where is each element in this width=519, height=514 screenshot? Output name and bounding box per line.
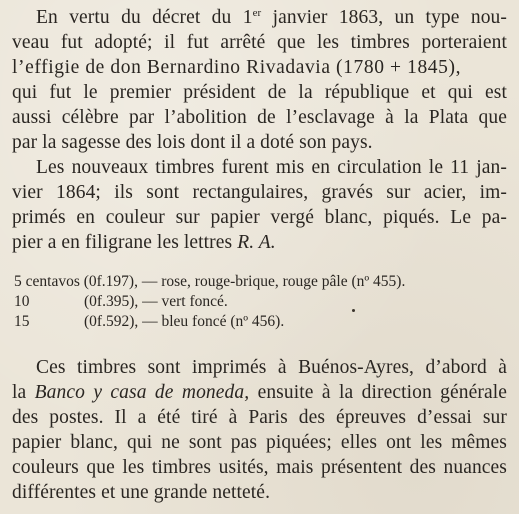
paragraph-2-line-4 — [12, 231, 507, 255]
paragraph-1-line-2: veau fut adopté; il fut arrêté que les timbres porteraient — [12, 32, 507, 53]
paragraph-2-line-3: primés en couleur sur papier vergé blanc, piqués. Le pa- — [12, 207, 507, 228]
text-run: janvier 1863, un type nou- — [261, 7, 507, 28]
superscript: er — [252, 7, 262, 19]
paragraph-1-line-4: qui fut le premier président de la république et qui est — [12, 82, 507, 103]
stamp-detail: (0f.395), — vert foncé. — [84, 293, 228, 310]
stamp-value: 15 — [14, 313, 30, 330]
stamp-detail: (0f.592), — bleu foncé (nº 456). — [84, 313, 285, 330]
stamp-row — [14, 292, 509, 312]
paragraph-3-line-1: Ces timbres sont imprimés à Buénos-Ayres, d’abord à — [36, 357, 507, 378]
printing-speck — [352, 309, 355, 312]
italic-text: Banco y casa de moneda, — [34, 382, 250, 403]
paragraph-3-line-6: différentes et une grande netteté. — [12, 482, 271, 503]
paragraph-3-line-2 — [12, 381, 507, 405]
paragraph-1-line-6: par la sagesse des lois dont il a doté son pays. — [12, 132, 373, 153]
stamp-value: 5 centavos — [14, 273, 80, 290]
text-run: ensuite à la direction générale — [249, 382, 508, 403]
stamp-row — [14, 312, 509, 332]
stamp-value: 10 — [14, 293, 30, 310]
paragraph-1-line-3: l’effigie de don Bernardino Rivadavia (1780 + 1845), — [12, 57, 462, 78]
text-run: pier a en filigrane les lettres — [12, 232, 238, 253]
paragraph-3-line-5: couleurs que les timbres usités, mais présentent des nuances — [12, 457, 507, 478]
paragraph-2-line-2: vier 1864; ils sont rectangulaires, gravés sur acier, im- — [12, 182, 507, 203]
text-run: En vertu du décret du 1 — [36, 7, 253, 28]
italic-text: R. A. — [237, 232, 276, 253]
paragraph-1-line-1 — [36, 6, 507, 30]
paragraph-3-line-4: papier blanc, qui ne sont pas piquées; elles ont les mêmes — [12, 432, 507, 453]
paragraph-3-line-3: des postes. Il a été tiré à Paris des épreuves d’essai sur — [12, 407, 507, 428]
stamp-row — [14, 272, 509, 292]
paragraph-2-line-1: Les nouveaux timbres furent mis en circulation le 11 jan- — [36, 157, 507, 178]
paragraph-1-line-5: aussi célèbre par l’abolition de l’esclavage à la Plata que — [12, 107, 507, 128]
stamp-detail: (0f.197), — rose, rouge-brique, rouge pâle (nº 455). — [83, 273, 406, 290]
text-run: la — [12, 382, 35, 403]
